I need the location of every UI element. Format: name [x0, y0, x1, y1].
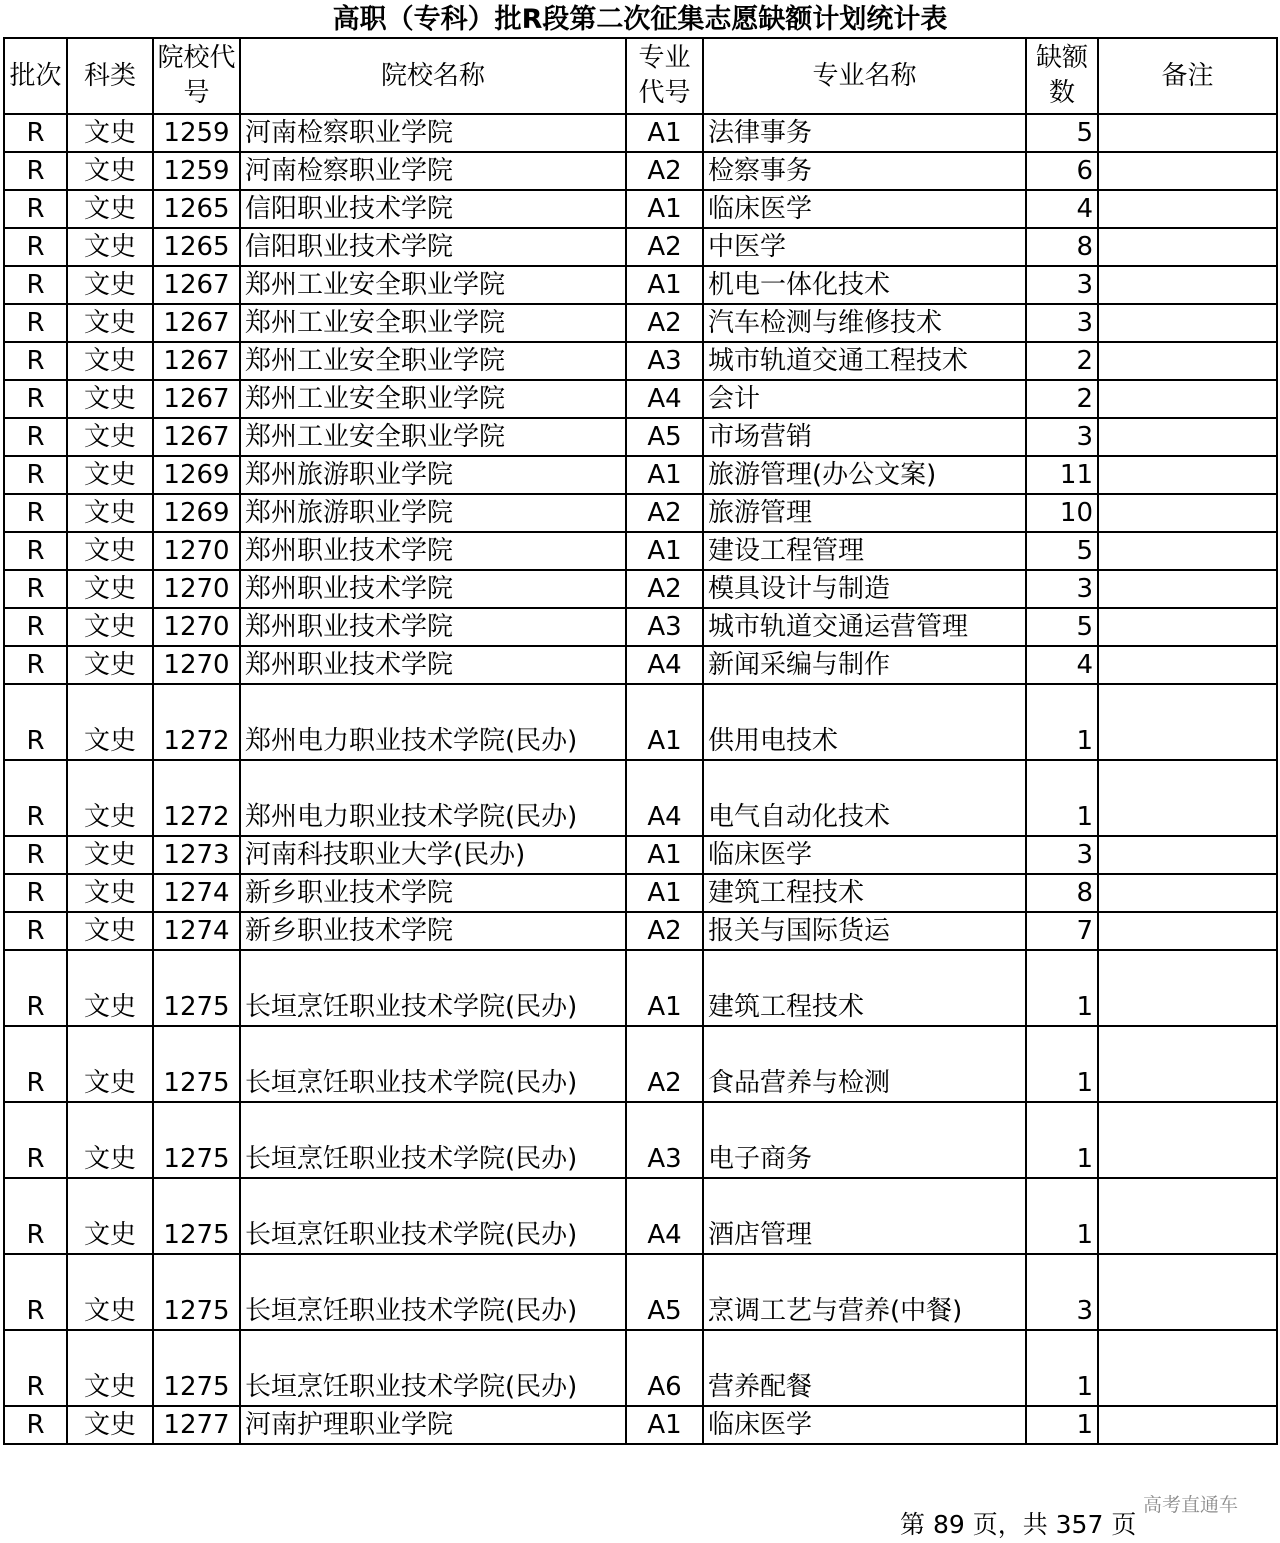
cell-batch: R	[4, 950, 67, 1026]
cell-category: 文史	[67, 190, 153, 228]
cell-category: 文史	[67, 494, 153, 532]
cell-vacancies: 10	[1026, 494, 1098, 532]
cell-school-name: 郑州电力职业技术学院(民办)	[240, 684, 626, 760]
cell-major-code: A1	[626, 684, 703, 760]
header-category: 科类	[67, 38, 153, 114]
cell-vacancies: 5	[1026, 532, 1098, 570]
cell-remarks	[1098, 342, 1277, 380]
cell-remarks	[1098, 912, 1277, 950]
cell-vacancies: 6	[1026, 152, 1098, 190]
cell-school-name: 郑州工业安全职业学院	[240, 380, 626, 418]
cell-remarks	[1098, 760, 1277, 836]
cell-major-name: 建设工程管理	[703, 532, 1026, 570]
cell-major-code: A2	[626, 570, 703, 608]
table-row	[4, 190, 1277, 228]
cell-school-code: 1272	[153, 760, 240, 836]
cell-major-code: A5	[626, 418, 703, 456]
cell-category: 文史	[67, 228, 153, 266]
cell-major-code: A1	[626, 114, 703, 152]
cell-school-code: 1267	[153, 380, 240, 418]
cell-major-code: A3	[626, 608, 703, 646]
cell-major-code: A1	[626, 950, 703, 1026]
cell-remarks	[1098, 456, 1277, 494]
cell-remarks	[1098, 1330, 1277, 1406]
table-row	[4, 1406, 1277, 1444]
cell-category: 文史	[67, 456, 153, 494]
cell-school-name: 郑州职业技术学院	[240, 646, 626, 684]
cell-major-name: 供用电技术	[703, 684, 1026, 760]
cell-major-code: A1	[626, 874, 703, 912]
cell-school-code: 1270	[153, 570, 240, 608]
cell-major-code: A3	[626, 342, 703, 380]
cell-major-name: 机电一体化技术	[703, 266, 1026, 304]
cell-major-name: 烹调工艺与营养(中餐)	[703, 1254, 1026, 1330]
cell-batch: R	[4, 1102, 67, 1178]
cell-batch: R	[4, 836, 67, 874]
header-major-code: 专业代号	[626, 38, 703, 114]
cell-batch: R	[4, 1406, 67, 1444]
table-row	[4, 874, 1277, 912]
cell-major-name: 建筑工程技术	[703, 874, 1026, 912]
cell-category: 文史	[67, 342, 153, 380]
cell-major-code: A4	[626, 380, 703, 418]
cell-school-code: 1275	[153, 1178, 240, 1254]
cell-school-name: 郑州职业技术学院	[240, 532, 626, 570]
cell-category: 文史	[67, 950, 153, 1026]
cell-batch: R	[4, 304, 67, 342]
cell-batch: R	[4, 1330, 67, 1406]
cell-major-code: A2	[626, 304, 703, 342]
table-body	[4, 114, 1277, 1444]
cell-major-code: A1	[626, 1406, 703, 1444]
cell-remarks	[1098, 532, 1277, 570]
cell-vacancies: 4	[1026, 190, 1098, 228]
cell-category: 文史	[67, 380, 153, 418]
cell-batch: R	[4, 152, 67, 190]
vacancy-table	[3, 37, 1278, 1445]
cell-major-name: 市场营销	[703, 418, 1026, 456]
cell-major-code: A2	[626, 912, 703, 950]
cell-major-name: 新闻采编与制作	[703, 646, 1026, 684]
cell-major-code: A6	[626, 1330, 703, 1406]
cell-batch: R	[4, 760, 67, 836]
cell-remarks	[1098, 950, 1277, 1026]
cell-vacancies: 1	[1026, 1026, 1098, 1102]
cell-remarks	[1098, 1254, 1277, 1330]
table-row	[4, 950, 1277, 1026]
cell-batch: R	[4, 494, 67, 532]
cell-school-code: 1265	[153, 190, 240, 228]
cell-major-name: 临床医学	[703, 836, 1026, 874]
cell-remarks	[1098, 114, 1277, 152]
cell-batch: R	[4, 418, 67, 456]
cell-school-name: 长垣烹饪职业技术学院(民办)	[240, 1330, 626, 1406]
cell-school-name: 新乡职业技术学院	[240, 874, 626, 912]
table-row	[4, 1102, 1277, 1178]
cell-batch: R	[4, 1178, 67, 1254]
cell-category: 文史	[67, 266, 153, 304]
cell-school-name: 河南检察职业学院	[240, 114, 626, 152]
cell-category: 文史	[67, 608, 153, 646]
cell-vacancies: 1	[1026, 760, 1098, 836]
cell-school-code: 1274	[153, 912, 240, 950]
cell-major-name: 检察事务	[703, 152, 1026, 190]
cell-batch: R	[4, 646, 67, 684]
cell-category: 文史	[67, 836, 153, 874]
cell-remarks	[1098, 152, 1277, 190]
cell-batch: R	[4, 380, 67, 418]
cell-batch: R	[4, 684, 67, 760]
cell-major-name: 食品营养与检测	[703, 1026, 1026, 1102]
table-row	[4, 418, 1277, 456]
cell-major-name: 旅游管理	[703, 494, 1026, 532]
table-row	[4, 266, 1277, 304]
cell-school-name: 长垣烹饪职业技术学院(民办)	[240, 950, 626, 1026]
cell-category: 文史	[67, 646, 153, 684]
cell-major-name: 电子商务	[703, 1102, 1026, 1178]
cell-major-name: 酒店管理	[703, 1178, 1026, 1254]
header-vacancies: 缺额数	[1026, 38, 1098, 114]
cell-remarks	[1098, 494, 1277, 532]
cell-major-name: 建筑工程技术	[703, 950, 1026, 1026]
table-row	[4, 684, 1277, 760]
cell-school-code: 1277	[153, 1406, 240, 1444]
cell-major-code: A4	[626, 1178, 703, 1254]
cell-category: 文史	[67, 1102, 153, 1178]
cell-remarks	[1098, 228, 1277, 266]
cell-vacancies: 3	[1026, 1254, 1098, 1330]
table-row	[4, 646, 1277, 684]
cell-category: 文史	[67, 418, 153, 456]
cell-vacancies: 1	[1026, 950, 1098, 1026]
cell-remarks	[1098, 266, 1277, 304]
cell-category: 文史	[67, 532, 153, 570]
table-row	[4, 456, 1277, 494]
cell-category: 文史	[67, 570, 153, 608]
cell-major-code: A4	[626, 760, 703, 836]
cell-category: 文史	[67, 114, 153, 152]
cell-school-code: 1269	[153, 456, 240, 494]
cell-vacancies: 4	[1026, 646, 1098, 684]
cell-category: 文史	[67, 1178, 153, 1254]
cell-batch: R	[4, 342, 67, 380]
cell-category: 文史	[67, 684, 153, 760]
table-row	[4, 1178, 1277, 1254]
cell-school-code: 1267	[153, 342, 240, 380]
cell-school-name: 郑州职业技术学院	[240, 570, 626, 608]
cell-batch: R	[4, 608, 67, 646]
cell-school-code: 1273	[153, 836, 240, 874]
cell-batch: R	[4, 228, 67, 266]
cell-batch: R	[4, 190, 67, 228]
cell-school-name: 郑州工业安全职业学院	[240, 418, 626, 456]
cell-school-name: 郑州工业安全职业学院	[240, 266, 626, 304]
cell-major-name: 模具设计与制造	[703, 570, 1026, 608]
cell-major-code: A4	[626, 646, 703, 684]
cell-major-name: 报关与国际货运	[703, 912, 1026, 950]
cell-major-code: A1	[626, 532, 703, 570]
table-row	[4, 228, 1277, 266]
cell-major-code: A1	[626, 266, 703, 304]
cell-school-name: 长垣烹饪职业技术学院(民办)	[240, 1102, 626, 1178]
cell-school-name: 郑州职业技术学院	[240, 608, 626, 646]
cell-remarks	[1098, 304, 1277, 342]
cell-major-name: 临床医学	[703, 190, 1026, 228]
table-row	[4, 494, 1277, 532]
cell-category: 文史	[67, 1254, 153, 1330]
cell-batch: R	[4, 570, 67, 608]
cell-school-code: 1269	[153, 494, 240, 532]
cell-major-name: 电气自动化技术	[703, 760, 1026, 836]
header-batch: 批次	[4, 38, 67, 114]
cell-school-name: 长垣烹饪职业技术学院(民办)	[240, 1254, 626, 1330]
cell-vacancies: 7	[1026, 912, 1098, 950]
cell-major-code: A1	[626, 456, 703, 494]
cell-remarks	[1098, 1102, 1277, 1178]
cell-school-name: 郑州工业安全职业学院	[240, 304, 626, 342]
cell-school-code: 1275	[153, 1026, 240, 1102]
page-number: 第 89 页，共 357 页	[900, 1510, 1137, 1539]
cell-school-code: 1259	[153, 114, 240, 152]
cell-major-code: A5	[626, 1254, 703, 1330]
cell-school-code: 1275	[153, 1254, 240, 1330]
cell-remarks	[1098, 874, 1277, 912]
cell-major-code: A1	[626, 190, 703, 228]
cell-major-code: A1	[626, 836, 703, 874]
cell-school-code: 1270	[153, 608, 240, 646]
cell-major-name: 城市轨道交通运营管理	[703, 608, 1026, 646]
header-school-name: 院校名称	[240, 38, 626, 114]
cell-vacancies: 8	[1026, 874, 1098, 912]
cell-category: 文史	[67, 874, 153, 912]
cell-school-code: 1275	[153, 1330, 240, 1406]
cell-school-code: 1275	[153, 950, 240, 1026]
cell-school-code: 1270	[153, 532, 240, 570]
cell-remarks	[1098, 646, 1277, 684]
cell-batch: R	[4, 114, 67, 152]
cell-major-name: 临床医学	[703, 1406, 1026, 1444]
cell-school-code: 1267	[153, 266, 240, 304]
cell-remarks	[1098, 190, 1277, 228]
table-row	[4, 152, 1277, 190]
table-row	[4, 570, 1277, 608]
cell-school-name: 郑州旅游职业学院	[240, 456, 626, 494]
table-row	[4, 1330, 1277, 1406]
table-row	[4, 760, 1277, 836]
cell-major-name: 会计	[703, 380, 1026, 418]
cell-major-code: A3	[626, 1102, 703, 1178]
cell-batch: R	[4, 874, 67, 912]
cell-vacancies: 1	[1026, 684, 1098, 760]
cell-category: 文史	[67, 1330, 153, 1406]
cell-remarks	[1098, 684, 1277, 760]
cell-major-code: A2	[626, 1026, 703, 1102]
cell-category: 文史	[67, 152, 153, 190]
cell-school-code: 1270	[153, 646, 240, 684]
table-header-row	[4, 38, 1277, 114]
cell-remarks	[1098, 836, 1277, 874]
cell-school-name: 郑州电力职业技术学院(民办)	[240, 760, 626, 836]
table-row	[4, 836, 1277, 874]
table-row	[4, 1254, 1277, 1330]
cell-school-name: 郑州工业安全职业学院	[240, 342, 626, 380]
cell-major-name: 汽车检测与维修技术	[703, 304, 1026, 342]
cell-major-name: 营养配餐	[703, 1330, 1026, 1406]
cell-vacancies: 11	[1026, 456, 1098, 494]
cell-vacancies: 1	[1026, 1406, 1098, 1444]
cell-vacancies: 8	[1026, 228, 1098, 266]
cell-vacancies: 5	[1026, 114, 1098, 152]
header-remarks: 备注	[1098, 38, 1277, 114]
watermark: 高考直通车	[1143, 1494, 1239, 1516]
cell-vacancies: 3	[1026, 570, 1098, 608]
cell-school-code: 1265	[153, 228, 240, 266]
cell-school-name: 河南护理职业学院	[240, 1406, 626, 1444]
cell-school-code: 1272	[153, 684, 240, 760]
cell-vacancies: 1	[1026, 1178, 1098, 1254]
cell-major-name: 法律事务	[703, 114, 1026, 152]
cell-school-code: 1259	[153, 152, 240, 190]
cell-vacancies: 3	[1026, 418, 1098, 456]
cell-remarks	[1098, 608, 1277, 646]
cell-remarks	[1098, 570, 1277, 608]
header-school-code: 院校代号	[153, 38, 240, 114]
cell-school-code: 1275	[153, 1102, 240, 1178]
cell-school-name: 新乡职业技术学院	[240, 912, 626, 950]
cell-school-name: 信阳职业技术学院	[240, 190, 626, 228]
cell-school-name: 河南检察职业学院	[240, 152, 626, 190]
cell-school-name: 长垣烹饪职业技术学院(民办)	[240, 1178, 626, 1254]
table-row	[4, 304, 1277, 342]
table-row	[4, 114, 1277, 152]
cell-remarks	[1098, 418, 1277, 456]
cell-school-code: 1267	[153, 418, 240, 456]
cell-major-code: A2	[626, 494, 703, 532]
cell-school-name: 郑州旅游职业学院	[240, 494, 626, 532]
table-row	[4, 1026, 1277, 1102]
cell-remarks	[1098, 380, 1277, 418]
cell-remarks	[1098, 1026, 1277, 1102]
table-row	[4, 380, 1277, 418]
cell-category: 文史	[67, 304, 153, 342]
cell-batch: R	[4, 456, 67, 494]
cell-major-code: A2	[626, 228, 703, 266]
table-row	[4, 342, 1277, 380]
cell-category: 文史	[67, 1406, 153, 1444]
cell-school-code: 1274	[153, 874, 240, 912]
cell-batch: R	[4, 912, 67, 950]
cell-major-name: 中医学	[703, 228, 1026, 266]
cell-category: 文史	[67, 760, 153, 836]
table-row	[4, 912, 1277, 950]
cell-vacancies: 1	[1026, 1330, 1098, 1406]
page-title: 高职（专科）批R段第二次征集志愿缺额计划统计表	[332, 4, 948, 35]
cell-batch: R	[4, 266, 67, 304]
table-row	[4, 532, 1277, 570]
header-major-name: 专业名称	[703, 38, 1026, 114]
cell-major-name: 旅游管理(办公文案)	[703, 456, 1026, 494]
cell-vacancies: 3	[1026, 836, 1098, 874]
cell-category: 文史	[67, 912, 153, 950]
cell-school-name: 河南科技职业大学(民办)	[240, 836, 626, 874]
cell-batch: R	[4, 1254, 67, 1330]
cell-vacancies: 3	[1026, 304, 1098, 342]
cell-vacancies: 1	[1026, 1102, 1098, 1178]
cell-category: 文史	[67, 1026, 153, 1102]
cell-school-name: 长垣烹饪职业技术学院(民办)	[240, 1026, 626, 1102]
cell-major-code: A2	[626, 152, 703, 190]
cell-vacancies: 2	[1026, 342, 1098, 380]
table-row	[4, 608, 1277, 646]
cell-batch: R	[4, 532, 67, 570]
cell-remarks	[1098, 1406, 1277, 1444]
cell-vacancies: 5	[1026, 608, 1098, 646]
cell-school-name: 信阳职业技术学院	[240, 228, 626, 266]
cell-major-name: 城市轨道交通工程技术	[703, 342, 1026, 380]
cell-batch: R	[4, 1026, 67, 1102]
cell-remarks	[1098, 1178, 1277, 1254]
cell-vacancies: 2	[1026, 380, 1098, 418]
cell-vacancies: 3	[1026, 266, 1098, 304]
cell-school-code: 1267	[153, 304, 240, 342]
